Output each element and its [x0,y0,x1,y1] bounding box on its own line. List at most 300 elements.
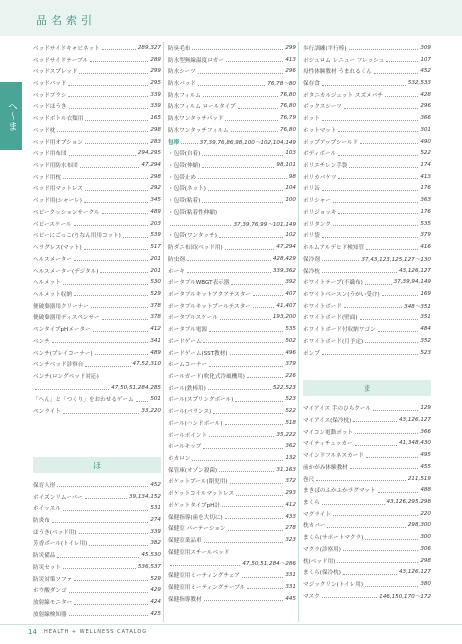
index-entry [33,288,161,300]
index-entry [33,573,161,585]
entry-label: 保健指導教材 [168,596,202,603]
entry-page: 502 [285,337,296,344]
leader-dots [225,518,284,519]
entry-page: 378 [150,314,161,321]
entry-label: ベッド枕 [33,127,56,134]
entry-page: 523 [285,396,296,403]
entry-label: ホールキッブ [168,444,202,451]
index-entry [168,300,296,312]
index-entry [33,347,161,359]
leader-dots [198,73,284,74]
entry-label: ペンライト [33,409,61,416]
entry-page: 309 [420,44,431,51]
leader-dots [247,377,283,378]
index-entry [33,538,161,550]
leader-dots [226,61,283,62]
index-entry [168,593,296,605]
entry-label: ポータブル電源 [168,327,207,334]
entry-label: ベッド用布団 [33,151,67,158]
entry-label: ・包帯(伸縮) [168,163,201,170]
entry-page: 339 [150,103,161,110]
entry-page: 495 [420,452,431,459]
leader-dots [80,167,140,168]
column-divider [298,42,299,622]
entry-page: 488 [420,487,431,494]
entry-page: 496 [285,349,296,356]
entry-label: ・包帯(粘着性伸縮) [168,209,218,216]
index-entry [33,265,161,277]
leader-dots [93,331,149,332]
entry-label: ポシュロム レニュー フレッシュ [303,57,385,64]
leader-dots [236,495,283,496]
leader-dots [222,506,283,507]
column-divider [163,42,164,622]
leader-dots [202,167,274,168]
leader-dots [136,401,149,402]
entry-page: 298,300 [407,522,431,529]
entry-label: 保健指導(歯を大切に) [168,514,223,521]
entry-label: ボックスシーツ [303,104,342,111]
index-entry [303,253,431,265]
index-entry [303,323,431,335]
index-entry [303,136,431,148]
leader-dots [355,445,397,446]
entry-label: 保育人形 [33,482,56,489]
index-entry [168,405,296,417]
index-entry [33,230,161,242]
leader-dots [338,155,418,156]
entry-label: 防災セット [33,564,61,571]
leader-dots [322,354,419,355]
entry-page: 176 [420,208,431,215]
entry-page: 174 [420,162,431,169]
entry-page: 76,79 [279,115,296,122]
entry-page: 452 [420,68,431,75]
index-entry [303,42,431,54]
index-entry [168,370,296,382]
index-entry [168,347,296,359]
entry-label: ベンチベッド診察台 [33,362,84,369]
entry-label: ・包帯(ネット) [168,186,206,193]
index-entry [33,405,161,417]
index-entry [33,147,161,159]
index-entry [168,323,296,335]
entry-page: 452 [150,481,161,488]
index-entry [168,124,296,136]
leader-dots [235,401,283,402]
leader-dots [192,460,283,461]
entry-page: 37,43,123,125,127〜130 [361,256,431,263]
leader-dots [242,577,283,578]
entry-label: ボディボール [303,151,337,158]
index-entry [303,312,431,324]
leader-dots [57,486,148,487]
entry-page: 352 [420,337,431,344]
entry-page: 535 [285,326,296,333]
entry-label: 便破棄器用ディスペンサー [33,315,100,322]
entry-page: 292 [150,185,161,192]
index-entry [168,358,296,370]
index-entry [168,183,296,195]
leader-dots [68,85,148,86]
entry-label: ホウ酸ダンゴ [33,588,67,595]
leader-dots [360,319,419,320]
leader-dots [322,120,419,121]
index-entry [303,124,431,136]
entry-page: 331 [285,583,296,590]
index-entry [168,206,296,218]
section-heading-ho: ほ [33,457,161,473]
entry-label: ホワイトボード(壁面) [303,315,358,322]
entry-label: ベビーにごっこ(りなん用用コット) [33,233,121,240]
entry-page: 295 [150,80,161,87]
entry-page: 392 [285,279,296,286]
index-entry [303,194,431,206]
index-entry [168,429,296,441]
index-entry [168,218,296,230]
leader-dots [63,568,136,569]
entry-page: 532,533 [407,80,431,87]
entry-label: ホームコーナー [168,362,208,369]
index-entry [303,241,431,253]
entry-label: 放射線検知器 [33,611,67,618]
leader-dots [253,307,275,308]
leader-dots [366,457,418,458]
entry-page: 517 [150,244,161,251]
entry-label: ボール(鉄棒用) [168,385,206,392]
entry-page: 428 [420,91,431,98]
index-entry [168,42,296,54]
index-column-3 [303,42,431,602]
entry-label: 防水パッド [168,81,196,88]
entry-label: ポリシャー [303,198,331,205]
leader-dots [322,272,397,273]
index-entry [33,171,161,183]
leader-dots [365,342,418,343]
section-heading-ma: ま [303,380,431,396]
leader-dots [85,120,148,121]
index-entry [168,511,296,523]
entry-page: 345 [150,197,161,204]
entry-page: 296 [420,103,431,110]
entry-page: 31,163 [276,466,296,473]
index-entry [168,581,296,593]
entry-page: 429 [150,587,161,594]
index-entry [303,206,431,218]
entry-page: 366 [420,115,431,122]
entry-page: 289,327 [137,44,161,51]
leader-dots [208,389,271,390]
leader-dots [198,178,287,179]
index-entry [168,558,296,570]
index-range-tab[interactable] [0,82,22,150]
index-entry [303,473,431,485]
entry-label: ポップアップシールド [303,139,359,146]
leader-dots [322,260,360,261]
entry-label: 枕カバー [303,523,326,530]
entry-label: ポリタンク [303,221,331,228]
index-entry [33,561,161,573]
entry-page: 489 [150,349,161,356]
leader-dots [35,389,109,390]
entry-label: ペンタイプpHメーター [33,327,91,334]
entry-page: 107 [420,56,431,63]
leader-dots [327,527,405,528]
leader-dots [69,592,149,593]
leader-dots [209,366,283,367]
entry-label: 保健室用スチールベッド [168,549,230,556]
leader-dots [322,85,406,86]
index-entry [168,276,296,288]
entry-page: 412 [285,501,296,508]
leader-dots [95,354,149,355]
index-entry [303,101,431,113]
index-entry [168,464,296,476]
entry-page: 339,362 [272,267,296,274]
entry-label: ホワイトボード(月予定) [303,338,364,345]
entry-label: マイアイス 手のひらクール [303,406,371,413]
entry-label: ポータブルキットプールテスター [168,303,251,310]
entry-label: ボールガード(吹化式冷風機用) [168,373,245,380]
entry-label: 「へん」と「つくり」をおわせるゲーム [33,397,134,404]
leader-dots [322,597,377,598]
index-entry [33,276,161,288]
index-entry [303,426,431,438]
index-entry [168,101,296,113]
entry-page: 348〜351 [404,303,431,310]
entry-label: ベッドパッド [33,81,67,88]
leader-dots [220,319,271,320]
leader-dots [333,515,419,516]
entry-page: 43,126,127 [398,267,431,274]
leader-dots [350,468,419,469]
index-entry [33,159,161,171]
leader-dots [208,190,283,191]
entry-label: マグライト [303,511,331,518]
leader-dots [198,85,265,86]
entry-label: マジックリン(トイレ用) [303,582,364,589]
index-entry [33,241,161,253]
index-entry [33,101,161,113]
entry-label: マイティチェッカー [303,441,353,448]
entry-label: 包帯 [168,139,180,146]
entry-label: ・包帯(自着) [168,151,201,158]
leader-dots [247,588,283,589]
leader-dots [353,421,397,422]
entry-label: 防災対策ソファ [33,576,73,583]
leader-dots [338,213,418,214]
leader-dots [378,492,419,493]
entry-page: 296 [285,68,296,75]
index-entry [33,335,161,347]
entry-page: 378 [150,302,161,309]
leader-dots [74,604,148,605]
leader-dots [187,260,271,261]
entry-page: 104 [285,185,296,192]
leader-dots [52,522,149,523]
index-entry [303,230,431,242]
index-entry [33,312,161,324]
entry-page: 523 [420,349,431,356]
entry-label: ホカロン [168,456,191,463]
entry-page: 201 [150,267,161,274]
leader-dots [231,284,283,285]
leader-dots [203,448,283,449]
entry-page: 539 [150,232,161,239]
index-entry [303,112,431,124]
index-entry [168,499,296,511]
index-entry [303,218,431,230]
leader-dots [344,307,402,308]
leader-dots [374,73,418,74]
leader-dots [91,307,148,308]
entry-label: 防水シーツ [168,69,196,76]
entry-label: ボール(スプリングボール) [168,397,234,404]
entry-page: 413 [285,56,296,63]
entry-label: 前かがみ体験教材 [303,464,348,471]
entry-page: 445 [285,595,296,602]
leader-dots [344,108,418,109]
entry-page: 299 [150,68,161,75]
entry-page: 379 [285,361,296,368]
entry-label: 歩行訓練(平行棒) [303,45,347,52]
entry-label: 保健室 パーテーション [168,526,226,533]
entry-label: 防水ワンタッチパッド [168,116,224,123]
index-entry [33,54,161,66]
leader-dots [85,498,127,499]
index-entry [33,300,161,312]
leader-dots [63,178,148,179]
entry-page: 428,429 [272,255,296,262]
entry-page: 129 [420,405,431,412]
index-entry [168,65,296,77]
entry-page: 323 [285,537,296,544]
leader-dots [230,354,284,355]
leader-dots [192,49,283,50]
entry-page: 226 [285,372,296,379]
leader-dots [322,237,419,238]
entry-label: ポリジョッキ [303,209,337,216]
index-entry [33,358,161,370]
index-entry [303,461,431,473]
leader-dots [333,225,418,226]
entry-label: マイアイス(保冷枕) [303,417,352,424]
entry-label: ベンチ [33,338,50,345]
entry-label: 巻尺 [303,476,315,483]
entry-label: 防ダニ布団(ベッド用) [168,245,223,252]
entry-label: ポタニカルジェット スズメバチ [303,92,383,99]
entry-page: 102 [285,232,296,239]
leader-dots [63,284,149,285]
entry-label: ホーキ [168,268,185,275]
leader-dots [84,249,149,250]
entry-label: ベッドほうき [33,104,67,111]
leader-dots [213,413,283,414]
leader-dots [355,433,418,434]
leader-dots [385,96,419,97]
entry-label: ベッド用マットレス [33,186,83,193]
entry-page: 522 [285,408,296,415]
entry-label: 母性体験教材 うまれるくん [303,69,372,76]
leader-dots [85,366,130,367]
leader-dots [203,342,283,343]
entry-label: 放射線モニター [33,600,73,607]
entry-label: 防水フィルム ロールタイプ [168,104,236,111]
entry-page: 339 [150,528,161,535]
entry-page: 301 [420,126,431,133]
index-entry [303,335,431,347]
leader-dots [253,295,283,296]
index-entry [303,65,431,77]
entry-label: ポリ袋 [303,233,320,240]
leader-dots [219,237,283,238]
leader-dots [322,504,385,505]
entry-label: ホットマット [303,127,337,134]
leader-dots [74,260,148,261]
index-entry [303,449,431,461]
leader-dots [204,600,284,601]
entry-label: ポケットプール(閉児用) [168,479,228,486]
entry-label: ポケットタイプpH計 [168,502,220,509]
entry-label: 保存食 [303,81,320,88]
entry-page: 37,39,94,149 [393,279,431,286]
entry-page: 100 [285,197,296,204]
entry-page: 300 [420,534,431,541]
entry-label: ベッドボトル衣類用 [33,116,84,123]
entry-page: 47,50,51,284,285 [111,384,161,391]
entry-label: マスク [303,593,320,600]
index-entry [303,578,431,590]
leader-dots [57,131,148,132]
index-entry [168,569,296,581]
leader-dots [225,120,278,121]
page-number: 14 [28,628,37,636]
entry-page: 132 [285,455,296,462]
entry-label: 保健室用ミーティングテーブル [168,584,246,591]
leader-dots [209,436,274,437]
index-entry [168,147,296,159]
entry-page: 47,294 [141,162,161,169]
entry-page: 339 [150,91,161,98]
entry-page: 43,126,127 [398,416,431,423]
leader-dots [365,284,392,285]
entry-page: 47,50,51,284〜286 [242,561,296,568]
entry-page: 76,80 [279,91,296,98]
entry-label: ・包帯(粘着) [168,198,201,205]
entry-page: 39,134,152 [128,493,161,500]
index-entry [33,218,161,230]
index-entry [168,534,296,546]
entry-label: ボイズンリムーバー [33,494,83,501]
index-entry [33,382,161,394]
page-title: 品名索引 [36,14,96,27]
entry-page: 529 [150,575,161,582]
entry-page: 484 [420,326,431,333]
leader-dots [316,480,406,481]
leader-dots [74,580,148,581]
leader-dots [102,213,149,214]
entry-label: ポータブルキットアクアテスター [168,291,252,298]
entry-label: ベッド用(シャーレ) [33,198,82,205]
index-column-1 [33,42,161,620]
index-entry [303,276,431,288]
index-entry [303,414,431,426]
index-entry [303,555,431,567]
entry-label: ベッド用オプション [33,139,83,146]
index-entry [168,546,296,558]
entry-label: ヘルメット [33,280,61,287]
entry-label: マインドフルネスカード [303,453,364,460]
